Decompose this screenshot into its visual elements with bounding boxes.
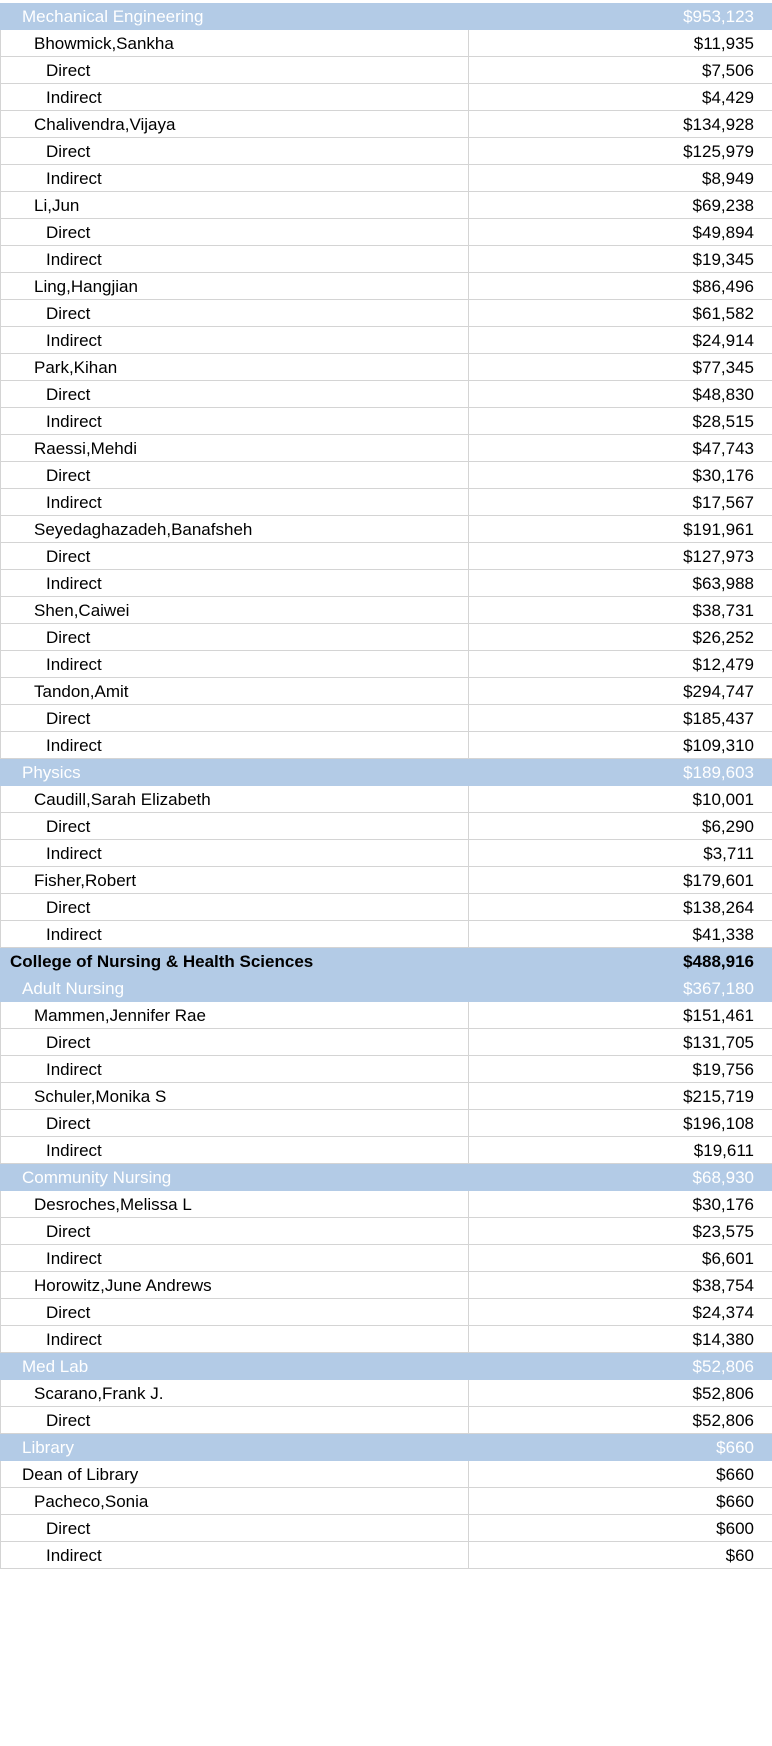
- row-label-cell[interactable]: Indirect: [0, 84, 469, 111]
- row-label-cell[interactable]: Direct: [0, 1029, 469, 1056]
- row-left-border: [0, 1245, 3, 1271]
- cost-detail-row[interactable]: [0, 543, 772, 570]
- row-label-cell[interactable]: Direct: [0, 1110, 469, 1137]
- cost-detail-row[interactable]: [0, 327, 772, 354]
- row-amount-cell[interactable]: $52,806: [692, 1383, 754, 1403]
- row-label-cell[interactable]: Indirect: [0, 1245, 469, 1272]
- row-left-border: [0, 1299, 3, 1325]
- cost-detail-row[interactable]: [0, 1029, 772, 1056]
- row-left-border: [0, 1542, 3, 1568]
- row-label-cell[interactable]: Shen,Caiwei: [0, 597, 469, 624]
- row-label-cell[interactable]: Physics: [22, 762, 81, 782]
- row-label-cell[interactable]: Direct: [0, 1407, 469, 1434]
- row-left-border: [0, 975, 3, 1001]
- row-label-cell[interactable]: Dean of Library: [0, 1461, 469, 1488]
- row-left-border: [0, 1461, 3, 1487]
- department-header-row[interactable]: [0, 1164, 772, 1191]
- cost-detail-row[interactable]: [0, 1407, 772, 1434]
- row-left-border: [0, 1326, 3, 1352]
- row-label-cell[interactable]: Scarano,Frank J.: [0, 1380, 469, 1407]
- row-left-border: [0, 138, 3, 164]
- row-amount-cell[interactable]: $7,506: [702, 60, 754, 80]
- row-amount-cell[interactable]: $191,961: [683, 519, 754, 539]
- row-amount-cell[interactable]: $19,611: [693, 1140, 754, 1160]
- row-left-border: [0, 597, 3, 623]
- row-left-border: [0, 381, 3, 407]
- row-left-border: [0, 84, 3, 110]
- row-label-cell[interactable]: Pacheco,Sonia: [0, 1488, 469, 1515]
- row-left-border: [0, 1164, 3, 1190]
- investigator-row[interactable]: [0, 435, 772, 462]
- row-left-border: [0, 1272, 3, 1298]
- cost-detail-row[interactable]: [0, 732, 772, 759]
- investigator-row[interactable]: [0, 273, 772, 300]
- row-label-cell[interactable]: Indirect: [0, 1056, 469, 1083]
- cost-detail-row[interactable]: [0, 894, 772, 921]
- row-label-cell[interactable]: Indirect: [0, 165, 469, 192]
- row-amount-cell[interactable]: $600: [716, 1518, 754, 1538]
- row-label-cell[interactable]: Indirect: [0, 921, 469, 948]
- row-amount-cell[interactable]: $3,711: [703, 843, 754, 863]
- row-label-cell[interactable]: Ling,Hangjian: [0, 273, 469, 300]
- row-label-cell[interactable]: Direct: [0, 462, 469, 489]
- investigator-row[interactable]: [0, 1272, 772, 1299]
- row-label-cell[interactable]: Li,Jun: [0, 192, 469, 219]
- row-left-border: [0, 1056, 3, 1082]
- row-label-cell[interactable]: Direct: [0, 624, 469, 651]
- row-left-border: [0, 759, 3, 785]
- row-amount-cell[interactable]: $52,806: [692, 1356, 754, 1376]
- row-label-cell[interactable]: Direct: [0, 381, 469, 408]
- row-amount-cell[interactable]: $215,719: [683, 1086, 754, 1106]
- row-left-border: [0, 300, 3, 326]
- investigator-row[interactable]: [0, 111, 772, 138]
- row-label-cell[interactable]: Direct: [0, 1515, 469, 1542]
- row-left-border: [0, 462, 3, 488]
- row-left-border: [0, 1002, 3, 1028]
- cost-detail-row[interactable]: [0, 165, 772, 192]
- row-amount-cell[interactable]: $24,914: [692, 330, 754, 350]
- row-label-cell[interactable]: Indirect: [0, 840, 469, 867]
- row-label-cell[interactable]: Fisher,Robert: [0, 867, 469, 894]
- cost-detail-row[interactable]: [0, 1515, 772, 1542]
- row-label-cell[interactable]: Direct: [0, 219, 469, 246]
- row-amount-cell[interactable]: $60: [725, 1545, 754, 1565]
- department-header-row[interactable]: [0, 759, 772, 786]
- row-amount-cell[interactable]: $68,930: [692, 1167, 754, 1187]
- row-left-border: [0, 354, 3, 380]
- cost-detail-row[interactable]: [0, 462, 772, 489]
- row-left-border: [0, 1407, 3, 1433]
- row-label-cell[interactable]: Mammen,Jennifer Rae: [0, 1002, 469, 1029]
- row-label-cell[interactable]: Direct: [0, 705, 469, 732]
- row-left-border: [0, 867, 3, 893]
- row-left-border: [0, 219, 3, 245]
- row-amount-cell[interactable]: $14,380: [692, 1329, 754, 1349]
- investigator-row[interactable]: [0, 786, 772, 813]
- row-label-cell[interactable]: Horowitz,June Andrews: [0, 1272, 469, 1299]
- row-amount-cell[interactable]: $8,949: [702, 168, 754, 188]
- cost-detail-row[interactable]: [0, 624, 772, 651]
- row-left-border: [0, 624, 3, 650]
- cost-detail-row[interactable]: [0, 57, 772, 84]
- investigator-row[interactable]: [0, 192, 772, 219]
- row-left-border: [0, 30, 3, 56]
- row-amount-cell[interactable]: $63,988: [692, 573, 754, 593]
- row-amount-cell[interactable]: $660: [716, 1464, 754, 1484]
- cost-detail-row[interactable]: [0, 813, 772, 840]
- row-amount-cell[interactable]: $109,310: [683, 735, 754, 755]
- row-amount-cell[interactable]: $86,496: [692, 276, 754, 296]
- row-label-cell[interactable]: Direct: [0, 1218, 469, 1245]
- row-label-cell[interactable]: Schuler,Monika S: [0, 1083, 469, 1110]
- row-amount-cell[interactable]: $179,601: [683, 870, 754, 890]
- row-left-border: [0, 1488, 3, 1514]
- row-amount-cell[interactable]: $660: [716, 1491, 754, 1511]
- row-label-cell[interactable]: Raessi,Mehdi: [0, 435, 469, 462]
- investigator-row[interactable]: [0, 1488, 772, 1515]
- row-left-border: [0, 570, 3, 596]
- row-amount-cell[interactable]: $38,754: [692, 1275, 754, 1295]
- row-label-cell[interactable]: Mechanical Engineering: [22, 6, 204, 26]
- row-amount-cell[interactable]: $12,479: [692, 654, 754, 674]
- row-amount-cell[interactable]: $61,582: [692, 303, 754, 323]
- cost-detail-row[interactable]: [0, 408, 772, 435]
- row-left-border: [0, 1110, 3, 1136]
- row-left-border: [0, 111, 3, 137]
- row-left-border: [0, 1218, 3, 1244]
- row-left-border: [0, 1353, 3, 1379]
- row-left-border: [0, 948, 3, 974]
- department-header-row[interactable]: [0, 1434, 772, 1461]
- row-amount-cell[interactable]: $131,705: [683, 1032, 754, 1052]
- row-left-border: [0, 3, 3, 29]
- row-label-cell[interactable]: Direct: [0, 300, 469, 327]
- row-label-cell[interactable]: Indirect: [0, 651, 469, 678]
- row-label-cell[interactable]: Indirect: [0, 489, 469, 516]
- row-left-border: [0, 894, 3, 920]
- unit-row[interactable]: [0, 1461, 772, 1488]
- row-label-cell[interactable]: Indirect: [0, 408, 469, 435]
- row-label-cell[interactable]: Desroches,Melissa L: [0, 1191, 469, 1218]
- row-left-border: [0, 1029, 3, 1055]
- row-amount-cell[interactable]: $23,575: [692, 1221, 754, 1241]
- row-label-cell[interactable]: Med Lab: [22, 1356, 89, 1376]
- cost-detail-row[interactable]: [0, 651, 772, 678]
- row-left-border: [0, 327, 3, 353]
- row-amount-cell[interactable]: $367,180: [683, 978, 754, 998]
- row-label-cell[interactable]: Indirect: [0, 246, 469, 273]
- row-left-border: [0, 57, 3, 83]
- row-amount-cell[interactable]: $185,437: [683, 708, 754, 728]
- row-label-cell[interactable]: Chalivendra,Vijaya: [0, 111, 469, 138]
- row-label-cell[interactable]: Tandon,Amit: [0, 678, 469, 705]
- investigator-row[interactable]: [0, 1002, 772, 1029]
- row-left-border: [0, 1083, 3, 1109]
- row-label-cell[interactable]: Caudill,Sarah Elizabeth: [0, 786, 469, 813]
- investigator-row[interactable]: [0, 1380, 772, 1407]
- row-label-cell[interactable]: Seyedaghazadeh,Banafsheh: [0, 516, 469, 543]
- cost-detail-row[interactable]: [0, 1110, 772, 1137]
- row-left-border: [0, 651, 3, 677]
- row-left-border: [0, 786, 3, 812]
- row-label-cell[interactable]: Indirect: [0, 1137, 469, 1164]
- row-label-cell[interactable]: Indirect: [0, 1326, 469, 1353]
- row-label-cell[interactable]: Direct: [0, 894, 469, 921]
- investigator-row[interactable]: [0, 354, 772, 381]
- row-amount-cell[interactable]: $127,973: [683, 546, 754, 566]
- row-amount-cell[interactable]: $69,238: [692, 195, 754, 215]
- row-label-cell[interactable]: Direct: [0, 813, 469, 840]
- department-header-row[interactable]: [0, 3, 772, 30]
- row-left-border: [0, 435, 3, 461]
- row-left-border: [0, 489, 3, 515]
- row-amount-cell[interactable]: $52,806: [692, 1410, 754, 1430]
- investigator-row[interactable]: [0, 678, 772, 705]
- row-label-cell[interactable]: Direct: [0, 57, 469, 84]
- row-amount-cell[interactable]: $134,928: [683, 114, 754, 134]
- row-label-cell[interactable]: Park,Kihan: [0, 354, 469, 381]
- row-amount-cell[interactable]: $294,747: [683, 681, 754, 701]
- cost-detail-row[interactable]: [0, 1299, 772, 1326]
- row-amount-cell[interactable]: $953,123: [683, 6, 754, 26]
- department-header-row[interactable]: [0, 1353, 772, 1380]
- cost-detail-row[interactable]: [0, 570, 772, 597]
- cost-detail-row[interactable]: [0, 1056, 772, 1083]
- row-label-cell[interactable]: Direct: [0, 1299, 469, 1326]
- row-amount-cell[interactable]: $26,252: [692, 627, 754, 647]
- row-amount-cell[interactable]: $4,429: [702, 87, 754, 107]
- investigator-row[interactable]: [0, 30, 772, 57]
- row-amount-cell[interactable]: $49,894: [692, 222, 754, 242]
- row-amount-cell[interactable]: $6,601: [702, 1248, 754, 1268]
- row-left-border: [0, 273, 3, 299]
- row-left-border: [0, 705, 3, 731]
- row-amount-cell[interactable]: $660: [716, 1437, 754, 1457]
- row-amount-cell[interactable]: $19,345: [692, 249, 754, 269]
- cost-detail-row[interactable]: [0, 246, 772, 273]
- row-amount-cell[interactable]: $30,176: [692, 465, 754, 485]
- cost-detail-row[interactable]: [0, 705, 772, 732]
- cost-detail-row[interactable]: [0, 1326, 772, 1353]
- spreadsheet-grid: [0, 3, 772, 1569]
- row-left-border: [0, 732, 3, 758]
- row-left-border: [0, 813, 3, 839]
- row-amount-cell[interactable]: $125,979: [683, 141, 754, 161]
- row-left-border: [0, 516, 3, 542]
- row-amount-cell[interactable]: $11,935: [693, 33, 754, 53]
- row-amount-cell[interactable]: $17,567: [692, 492, 754, 512]
- row-label-cell[interactable]: Indirect: [0, 1542, 469, 1569]
- row-left-border: [0, 921, 3, 947]
- row-amount-cell[interactable]: $19,756: [692, 1059, 754, 1079]
- investigator-row[interactable]: [0, 1191, 772, 1218]
- row-amount-cell[interactable]: $47,743: [692, 438, 754, 458]
- row-amount-cell[interactable]: $151,461: [683, 1005, 754, 1025]
- department-header-row[interactable]: [0, 975, 772, 1002]
- cost-detail-row[interactable]: [0, 1542, 772, 1569]
- row-amount-cell[interactable]: $77,345: [692, 357, 754, 377]
- row-amount-cell[interactable]: $48,830: [692, 384, 754, 404]
- row-left-border: [0, 543, 3, 569]
- row-left-border: [0, 408, 3, 434]
- cost-detail-row[interactable]: [0, 138, 772, 165]
- cost-detail-row[interactable]: [0, 1245, 772, 1272]
- investigator-row[interactable]: [0, 516, 772, 543]
- row-amount-cell[interactable]: $138,264: [683, 897, 754, 917]
- cost-detail-row[interactable]: [0, 84, 772, 111]
- investigator-row[interactable]: [0, 867, 772, 894]
- investigator-row[interactable]: [0, 597, 772, 624]
- row-amount-cell[interactable]: $38,731: [692, 600, 754, 620]
- cost-detail-row[interactable]: [0, 840, 772, 867]
- row-label-cell[interactable]: Indirect: [0, 327, 469, 354]
- row-label-cell[interactable]: Community Nursing: [22, 1167, 172, 1187]
- row-left-border: [0, 165, 3, 191]
- cost-detail-row[interactable]: [0, 1218, 772, 1245]
- row-left-border: [0, 1137, 3, 1163]
- cost-detail-row[interactable]: [0, 921, 772, 948]
- row-left-border: [0, 840, 3, 866]
- row-amount-cell[interactable]: $30,176: [692, 1194, 754, 1214]
- row-label-cell[interactable]: College of Nursing & Health Sciences: [10, 951, 314, 971]
- row-amount-cell[interactable]: $28,515: [692, 411, 754, 431]
- row-label-cell[interactable]: Direct: [0, 138, 469, 165]
- row-left-border: [0, 1434, 3, 1460]
- row-left-border: [0, 678, 3, 704]
- cost-detail-row[interactable]: [0, 489, 772, 516]
- row-amount-cell[interactable]: $6,290: [702, 816, 754, 836]
- row-left-border: [0, 1380, 3, 1406]
- row-left-border: [0, 1515, 3, 1541]
- cost-detail-row[interactable]: [0, 300, 772, 327]
- cost-detail-row[interactable]: [0, 1137, 772, 1164]
- row-label-cell[interactable]: Library: [22, 1437, 74, 1457]
- row-amount-cell[interactable]: $189,603: [683, 762, 754, 782]
- row-left-border: [0, 192, 3, 218]
- row-amount-cell[interactable]: $196,108: [683, 1113, 754, 1133]
- row-amount-cell[interactable]: $488,916: [683, 951, 754, 971]
- row-amount-cell[interactable]: $10,001: [692, 789, 754, 809]
- row-amount-cell[interactable]: $24,374: [692, 1302, 754, 1322]
- row-left-border: [0, 1191, 3, 1217]
- row-label-cell[interactable]: Bhowmick,Sankha: [0, 30, 469, 57]
- row-label-cell[interactable]: Direct: [0, 543, 469, 570]
- college-header-row[interactable]: [0, 948, 772, 975]
- cost-detail-row[interactable]: [0, 381, 772, 408]
- investigator-row[interactable]: [0, 1083, 772, 1110]
- row-label-cell[interactable]: Indirect: [0, 570, 469, 597]
- cost-detail-row[interactable]: [0, 219, 772, 246]
- row-left-border: [0, 246, 3, 272]
- row-label-cell[interactable]: Adult Nursing: [22, 978, 125, 998]
- row-label-cell[interactable]: Indirect: [0, 732, 469, 759]
- row-amount-cell[interactable]: $41,338: [692, 924, 754, 944]
